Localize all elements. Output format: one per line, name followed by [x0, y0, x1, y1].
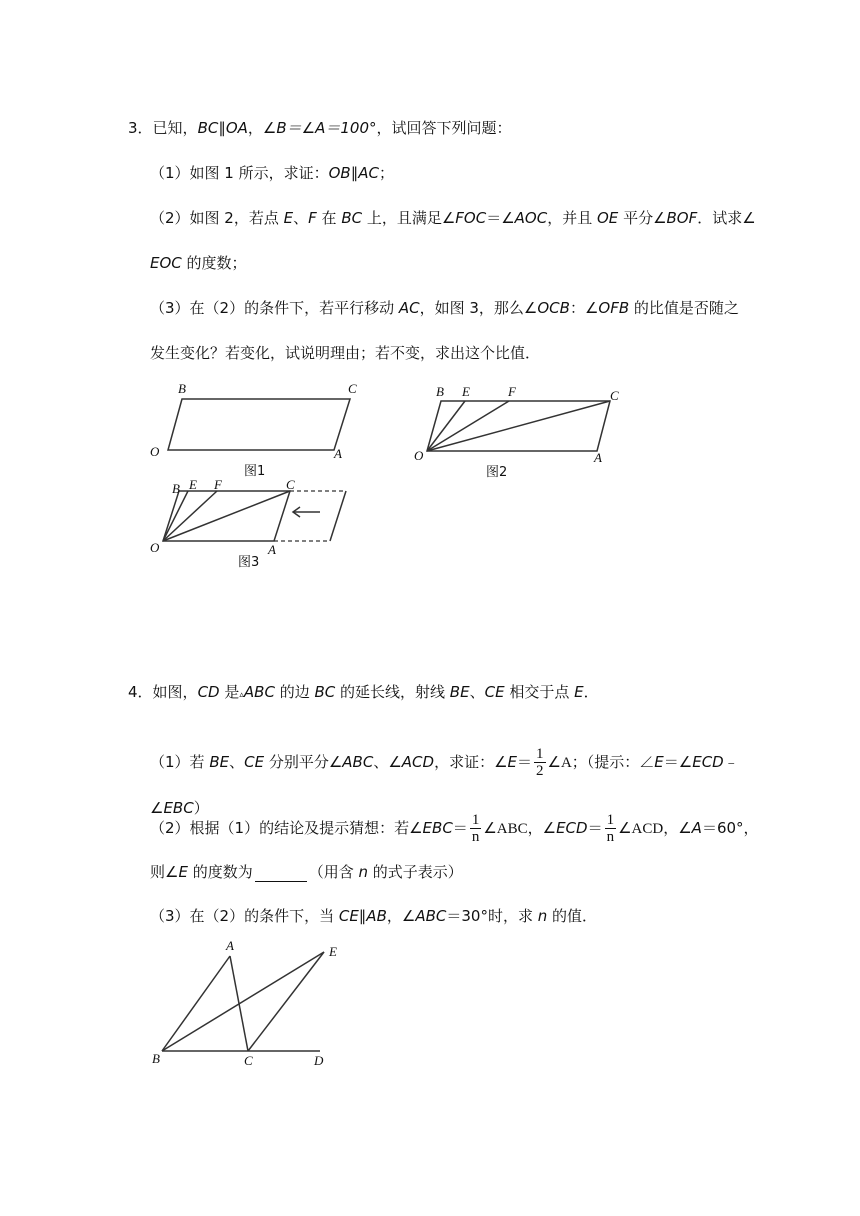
fig3-label-c: C	[286, 477, 295, 492]
q4-part1-line2: ∠EBC）	[150, 799, 209, 817]
fig1-label-o: O	[150, 444, 160, 459]
segment-ba	[162, 956, 230, 1051]
q4-stem: 4．如图，CD 是▵ABC 的边 BC 的延长线，射线 BE、CE 相交于点 E．	[128, 683, 599, 701]
fig4-label-b: B	[152, 1051, 160, 1066]
fig1-label-b: B	[178, 381, 186, 396]
q3-figure-3	[146, 474, 366, 574]
q4-part2-line1: （2）根据（1）的结论及提示猜想：若∠EBC＝ $\frac{1}{n}$ ∠ABC，∠ECD＝ $\frac{1}{n}$ ∠ACD，∠A＝60°，	[150, 812, 759, 845]
fig2-label-e: E	[462, 384, 470, 399]
q4-part3: （3）在（2）的条件下，当 CE∥AB，∠ABC＝30°时，求 n 的值．	[150, 907, 598, 925]
fig2-label-c: C	[610, 388, 619, 403]
ray-be	[162, 952, 324, 1051]
fig1-label-a: A	[334, 446, 342, 461]
ray-oe	[163, 491, 188, 541]
q3-part2-line1: （2）如图 2，若点 E、F 在 BC 上，且满足∠FOC＝∠AOC，并且 OE 平分∠BOF．试求∠	[150, 209, 756, 227]
q3-figure-1	[148, 380, 368, 480]
fig4-label-a: A	[226, 938, 234, 953]
fig1-label-c: C	[348, 381, 357, 396]
q3-part3-line1: （3）在（2）的条件下，若平行移动 AC，如图 3，那么∠OCB：∠OFB 的比值是否随之	[150, 299, 739, 317]
fig2-label-f: F	[508, 384, 516, 399]
fig2-label-b: B	[436, 384, 444, 399]
fig2-label-a: A	[594, 450, 602, 465]
fig4-label-c: C	[244, 1053, 253, 1068]
q4-part1-line1: （1）若 BE、CE 分别平分∠ABC、∠ACD，求证：∠E＝ $\frac{1}{2}$ ∠A；（提示：∠E＝∠ECD﹣	[150, 746, 739, 779]
fraction-one-over-n: $\frac{1}{n}$	[471, 812, 480, 845]
fig3-label-o: O	[150, 540, 160, 555]
q3-part3-line2: 发生变化？若变化，试说明理由；若不变，求出这个比值．	[150, 344, 541, 362]
answer-blank[interactable]	[255, 867, 307, 882]
q3-part2-line2: EOC 的度数；	[150, 254, 247, 272]
fig4-label-d: D	[314, 1053, 324, 1068]
fraction-one-over-n-2: $\frac{1}{n}$	[606, 812, 615, 845]
q4-part2-line2: 则∠E 的度数为 （用含 n 的式子表示）	[150, 863, 463, 881]
q3-part1: （1）如图 1 所示，求证：OB∥AC；	[150, 164, 394, 182]
ray-ce	[248, 952, 324, 1051]
segment-oc	[427, 401, 610, 451]
original-ac-edge	[330, 491, 346, 541]
segment-oc	[163, 491, 290, 541]
fig3-label-b: B	[172, 481, 180, 496]
q3-figure-2	[412, 380, 632, 480]
fig2-label-o: O	[414, 448, 424, 463]
fig1-caption: 图1	[244, 464, 266, 479]
fig3-label-a: A	[268, 542, 276, 557]
ray-oe	[427, 401, 465, 451]
fig3-caption: 图3	[238, 555, 260, 570]
fig4-label-e: E	[329, 944, 337, 959]
parallelogram-boac	[168, 399, 350, 450]
fig3-label-f: F	[214, 477, 222, 492]
q3-stem: 3．已知，BC∥OA，∠B＝∠A＝100°，试回答下列问题：	[128, 119, 512, 137]
fig2-caption: 图2	[486, 465, 508, 480]
fig3-label-e: E	[189, 477, 197, 492]
fraction-one-half: $\frac{1}{2}$	[536, 746, 544, 779]
q4-figure	[148, 938, 378, 1078]
